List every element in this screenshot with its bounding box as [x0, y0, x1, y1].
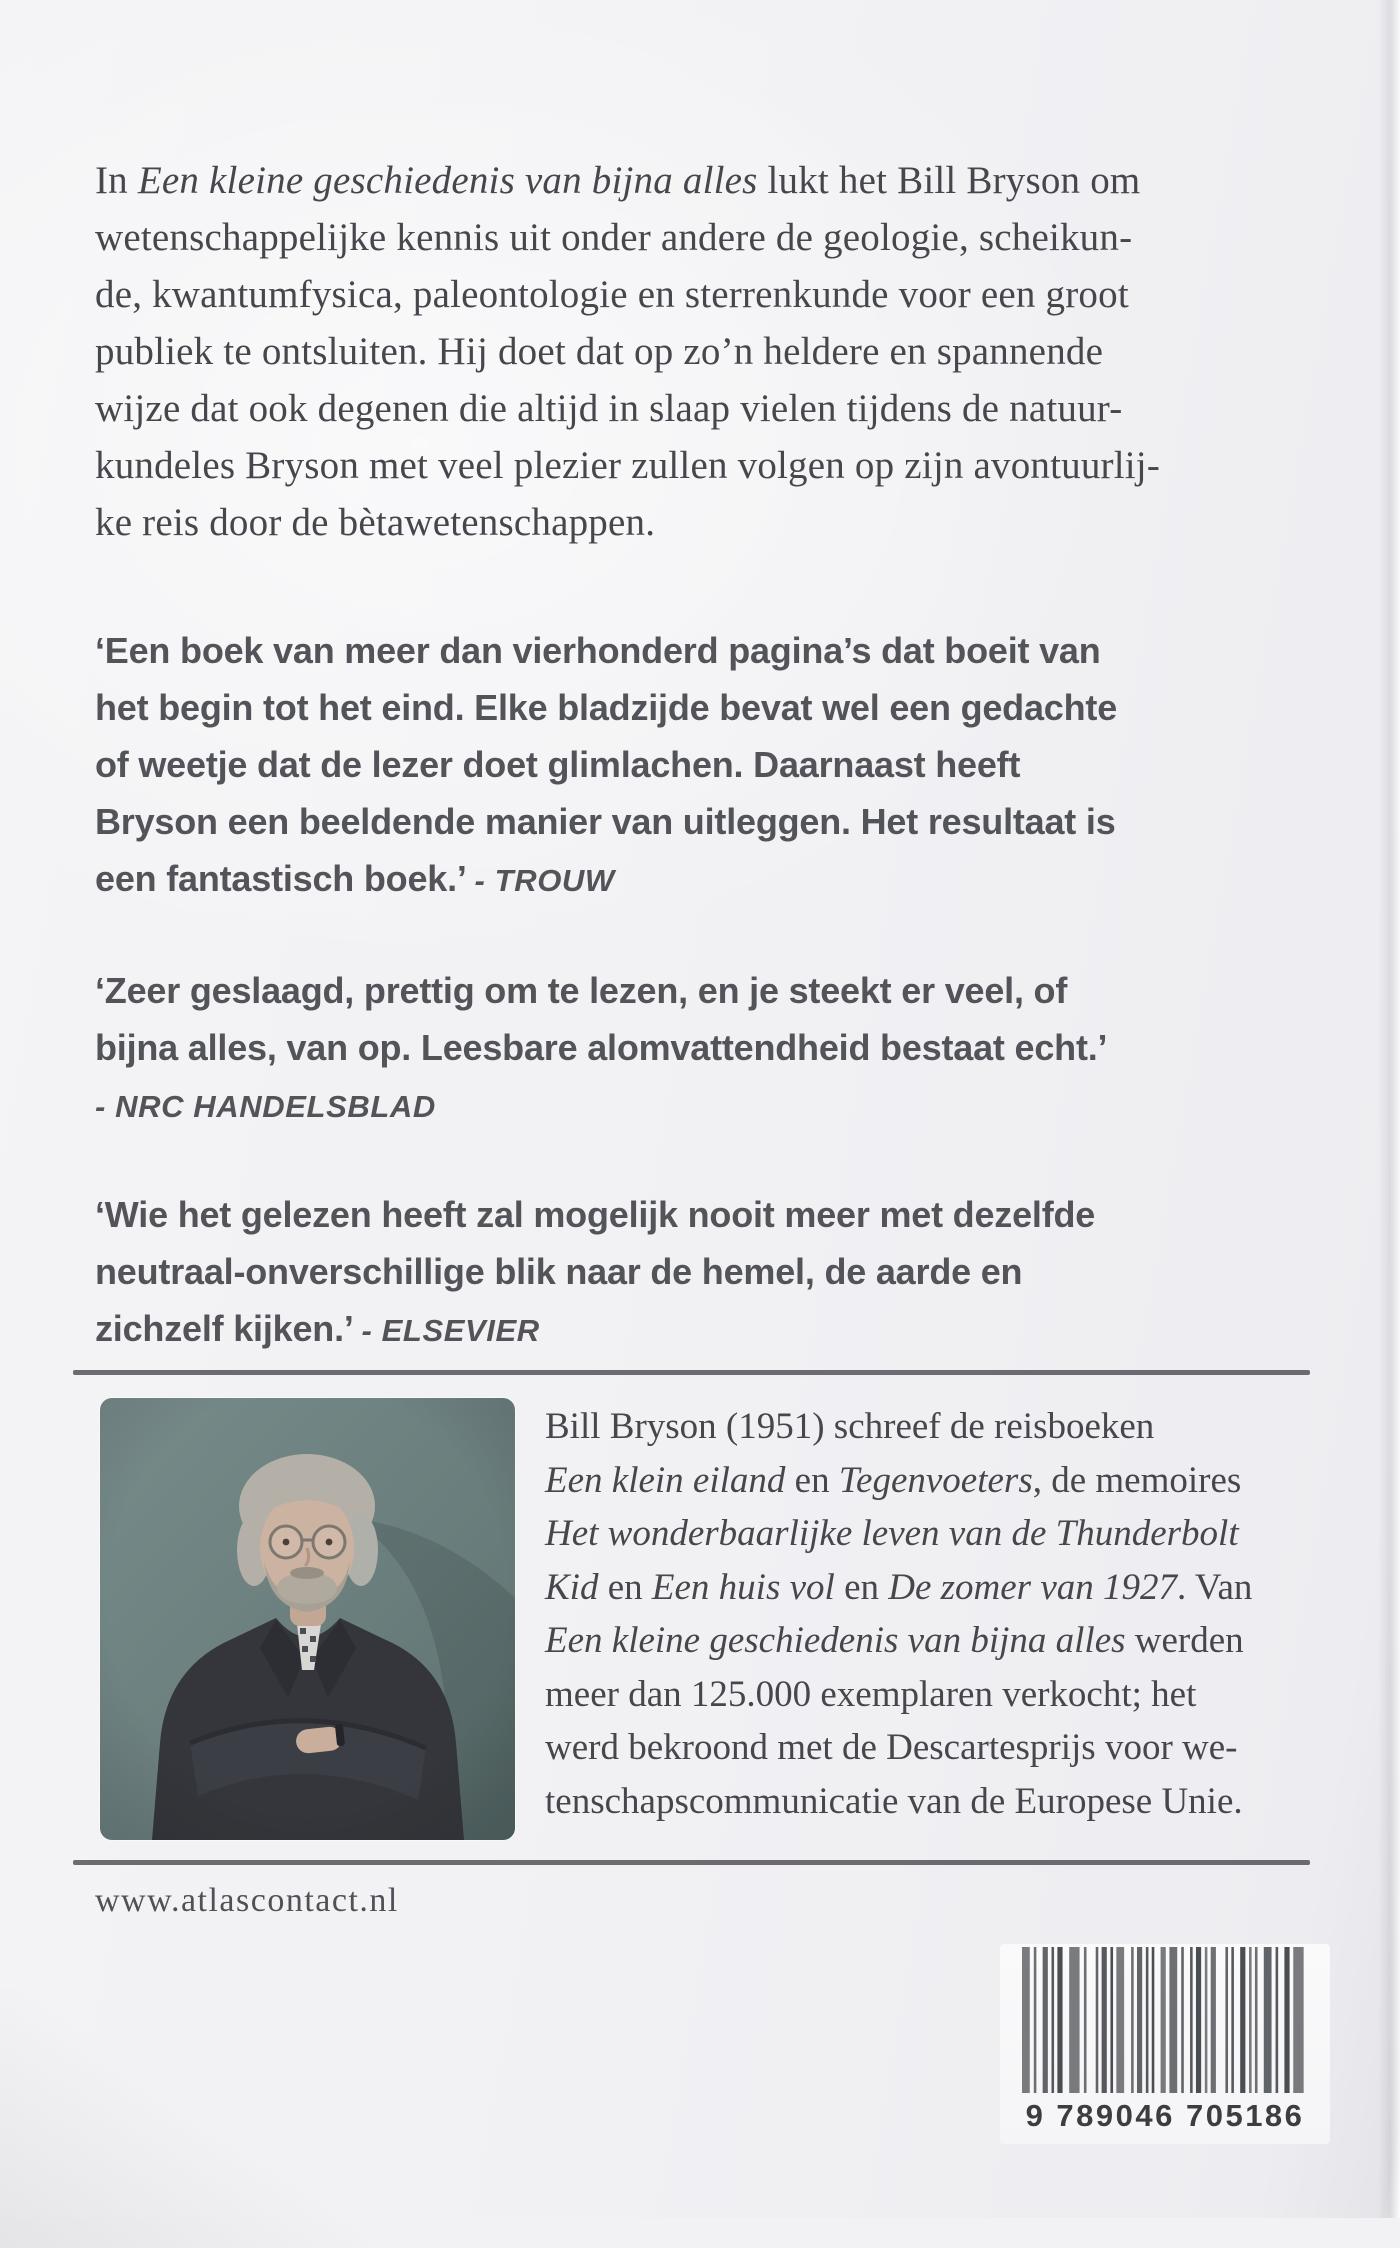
text-line: Een klein eiland en Tegenvoeters, de memoires [545, 1459, 1242, 1501]
divider-top [73, 1370, 1310, 1375]
text-line: wijze dat ook degenen die altijd in slaap vielen tijdens de natuur- [95, 387, 1123, 430]
quote-trouw [95, 622, 1117, 909]
text-line: tenschapscommunicatie van de Europese Unie. [545, 1780, 1243, 1822]
quote-elsevier [95, 1186, 1095, 1359]
barcode-digits: 9 789046 705186 [1025, 2098, 1305, 2133]
text-line: kundeles Bryson met veel plezier zullen volgen op zijn avontuurlij- [95, 444, 1161, 487]
text-line: Bryson een beeldende manier van uitleggen. Het resultaat is [95, 801, 1116, 842]
text-line: Kid en Een huis vol en De zomer van 1927. Van [545, 1566, 1253, 1608]
text-line: In Een kleine geschiedenis van bijna alles lukt het Bill Bryson om [95, 159, 1141, 202]
text-line: ke reis door de bètawetenschappen. [95, 501, 656, 544]
divider-bottom [73, 1860, 1310, 1865]
text-line: of weetje dat de lezer doet glimlachen. Daarnaast heeft [95, 744, 1021, 785]
text-line: bijna alles, van op. Leesbare alomvattendheid bestaat echt.’ [95, 1027, 1108, 1068]
text-line: wetenschappelijke kennis uit onder andere de geologie, scheikun- [95, 216, 1133, 259]
synopsis-text [95, 152, 1160, 551]
barcode-bars [1000, 1944, 1330, 2099]
text-line: Het wonderbaarlijke leven van de Thunderbolt [545, 1513, 1239, 1554]
text-line: neutraal-onverschillige blik naar de hemel, de aarde en [95, 1251, 1023, 1292]
text-line: publiek te ontsluiten. Hij doet dat op zo’n heldere en spannende [95, 330, 1104, 373]
paper-crease [0, 1988, 380, 2248]
text-line: een fantastisch boek.’ - TROUW [95, 858, 615, 899]
text-line: ‘Wie het gelezen heeft zal mogelijk nooit meer met dezelfde [95, 1194, 1096, 1235]
text-line: de, kwantumfysica, paleontologie en sterrenkunde voor een groot [95, 273, 1129, 316]
text-line: het begin tot het eind. Elke bladzijde bevat wel een gedachte [95, 687, 1118, 728]
bio-text [545, 1400, 1252, 1828]
website-url: www.atlascontact.nl [95, 1882, 399, 1919]
text-line: - NRC HANDELSBLAD [95, 1089, 436, 1124]
text-line: werd bekroond met de Descartesprijs voor we- [545, 1727, 1238, 1768]
author-photo-illustration [100, 1398, 515, 1840]
text-line: Een kleine geschiedenis van bijna alles werden [545, 1620, 1244, 1661]
text-line: meer dan 125.000 exemplaren verkocht; het [545, 1673, 1197, 1715]
text-line: Bill Bryson (1951) schreef de reisboeken [545, 1406, 1155, 1447]
quote-nrc-handelsblad [95, 962, 1107, 1135]
text-line: zichzelf kijken.’ - ELSEVIER [95, 1308, 540, 1349]
text-line: ‘Zeer geslaagd, prettig om te lezen, en je steekt er veel, of [95, 970, 1068, 1011]
text-line: ‘Een boek van meer dan vierhonderd pagina’s dat boeit van [95, 630, 1101, 671]
author-photo [100, 1398, 515, 1840]
